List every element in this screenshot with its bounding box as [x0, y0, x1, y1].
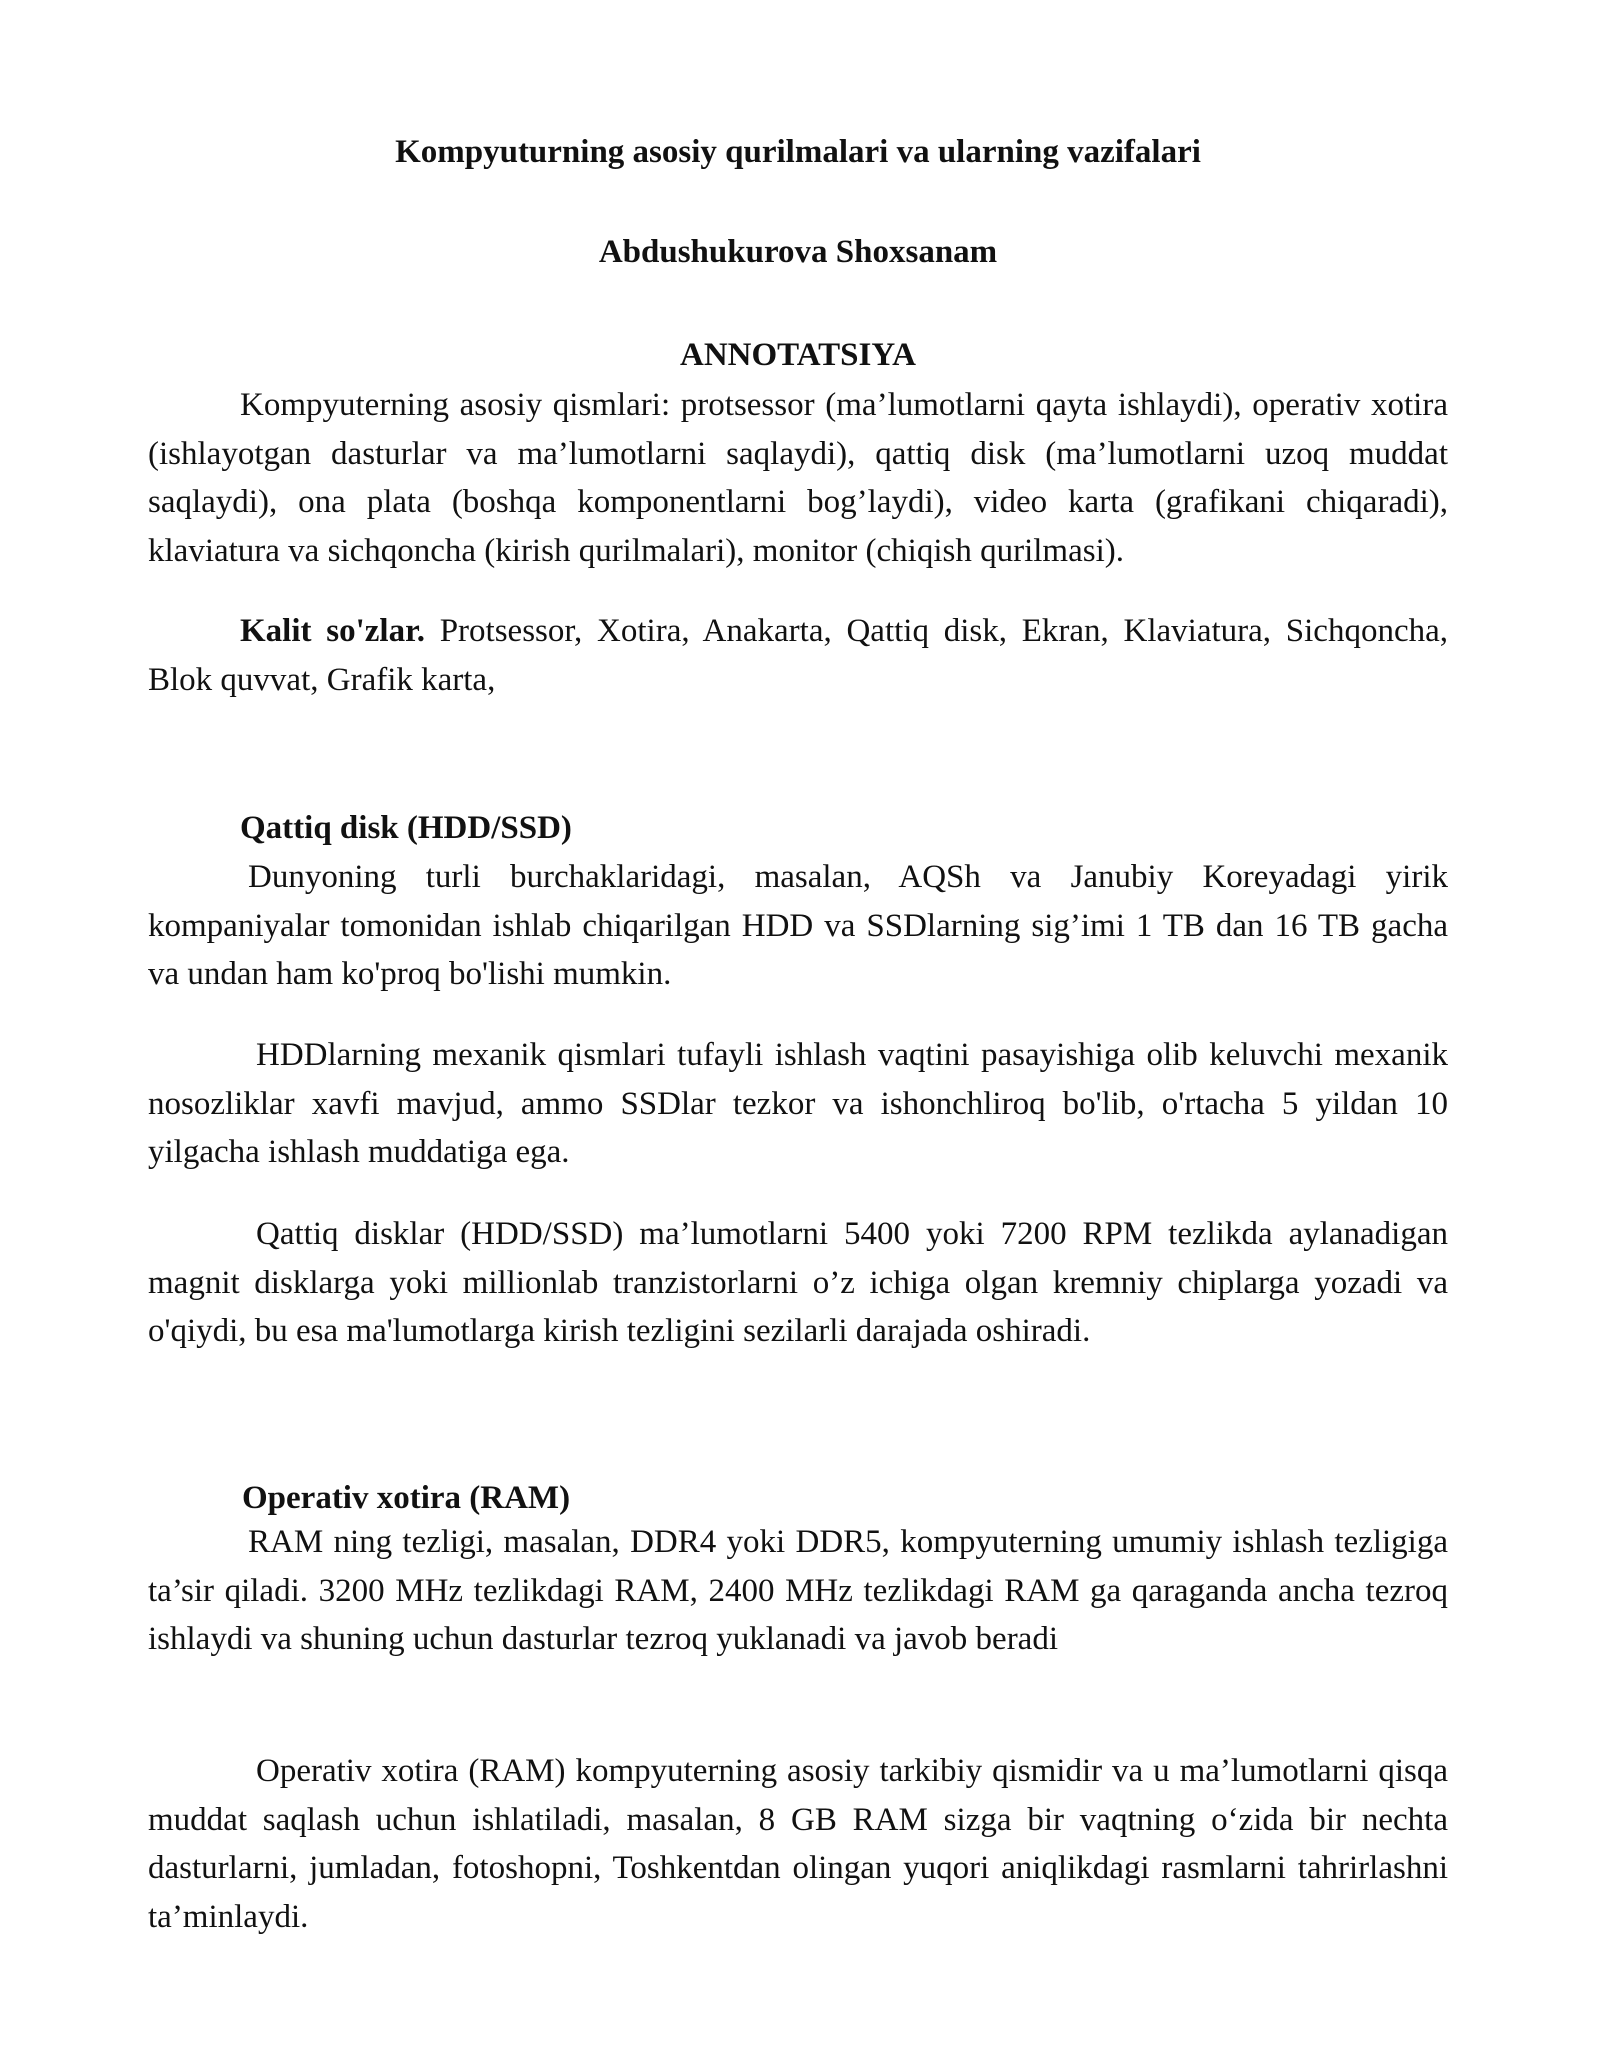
annotation-heading: ANNOTATSIYA	[680, 337, 916, 373]
hdd-paragraph-1: Dunyoning turli burchaklaridagi, masalan, AQSh va Janubiy Koreyadagi yirik kompaniyalar tomonidan ishlab chiqarilgan HDD va SSDlarning sig’imi 1 TB dan 16 TB gacha va undan ham ko'proq bo'lishi mumkin.	[148, 859, 1448, 992]
keywords-text: Protsessor, Xotira, Anakarta, Qattiq disk, Ekran, Klaviatura, Sichqoncha, Blok quvvat, Grafik karta,	[148, 613, 1448, 698]
paper-title: Kompyuturning asosiy qurilmalari va ularning vazifalari	[395, 134, 1201, 170]
paper-author: Abdushukurova Shoxsanam	[598, 234, 998, 270]
section-heading-hdd: Qattiq disk (HDD/SSD)	[240, 810, 572, 846]
ram-paragraph-1: RAM ning tezligi, masalan, DDR4 yoki DDR5, kompyuterning umumiy ishlash tezligiga ta’sir qiladi. 3200 MHz tezlikdagi RAM, 2400 MHz tezlikdagi RAM ga qaraganda ancha tezroq ishlaydi va shuning uchun dasturlar tezroq yuklanadi va javob beradi	[148, 1524, 1448, 1657]
ram-paragraph-2: Operativ xotira (RAM) kompyuterning asosiy tarkibiy qismidir va u ma’lumotlarni qisqa muddat saqlash uchun ishlatiladi, masalan, 8 GB RAM sizga bir vaqtning o‘zida bir nechta dasturlarni, jumladan, fotoshopni, Toshkentdan olingan yuqori aniqlikdagi rasmlarni tahrirlashni ta’minlaydi.	[148, 1753, 1448, 1935]
keywords-paragraph	[148, 607, 1448, 704]
keywords-label: Kalit so'zlar.	[240, 613, 425, 649]
section-heading-ram: Operativ xotira (RAM)	[242, 1480, 571, 1516]
hdd-paragraph-3: Qattiq disklar (HDD/SSD) ma’lumotlarni 5400 yoki 7200 RPM tezlikda aylanadigan magnit disklarga yoki millionlab tranzistorlarni o’z ichiga olgan kremniy chiplarga yozadi va o'qiydi, bu esa ma'lumotlarga kirish tezligini sezilarli darajada oshiradi.	[148, 1216, 1448, 1349]
hdd-paragraph-2: HDDlarning mexanik qismlari tufayli ishlash vaqtini pasayishiga olib keluvchi mexanik nosozliklar xavfi mavjud, ammo SSDlar tezkor va ishonchliroq bo'lib, o'rtacha 5 yildan 10 yilgacha ishlash muddatiga ega.	[148, 1037, 1448, 1170]
annotation-text: Kompyuterning asosiy qismlari: protsessor (ma’lumotlarni qayta ishlaydi), operativ xotira (ishlayotgan dasturlar va ma’lumotlarni saqlaydi), qattiq disk (ma’lumotlarni uzoq muddat saqlaydi), ona plata (boshqa komponentlarni bog’laydi), video karta (grafikani chiqaradi), klaviatura va sichqoncha (kirish qurilmalari), monitor (chiqish qurilmasi).	[148, 387, 1448, 569]
